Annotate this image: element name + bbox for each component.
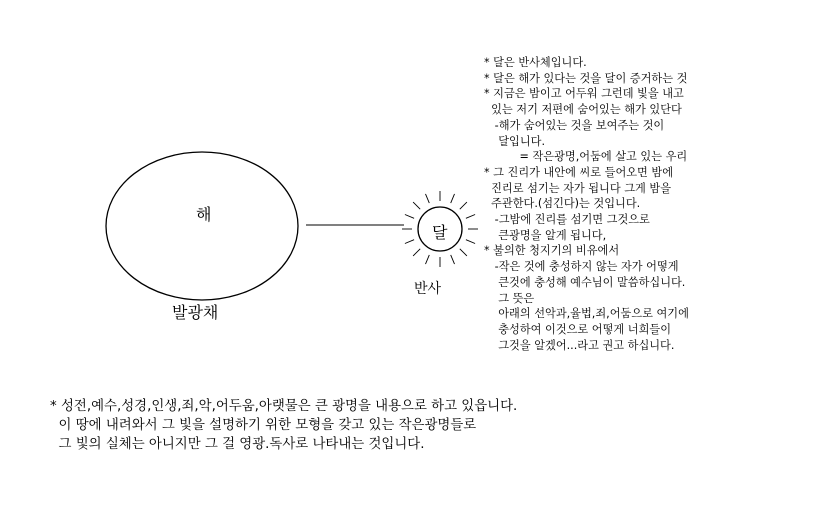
- summary-line: 이 땅에 내려와서 그 빛을 설명하기 위한 모형을 갖고 있는 작은광명들로: [50, 418, 477, 433]
- note-line: -해가 숨어있는 것을 보여주는 것이: [484, 118, 665, 132]
- note-line: * 달은 반사체입니다.: [484, 56, 587, 69]
- note-line: 진리로 섬기는 자가 됩니다 그게 밤을: [484, 181, 672, 195]
- moon-ray: [405, 240, 414, 244]
- note-line: -작은 것에 충성하지 않는 자가 어떻게: [484, 260, 679, 274]
- note-line: = 작은광명,어둠에 살고 있는 우리: [484, 150, 688, 164]
- sun-label: 해: [196, 205, 212, 224]
- note-line: 충성하여 이것으로 어떻게 너희들이: [484, 322, 672, 336]
- notes-list: [484, 55, 834, 353]
- note-line: 큰것에 충성해 예수님이 말씀하십니다.: [484, 275, 686, 289]
- note-line: * 지금은 밤이고 어두워 그런데 빛을 내고: [484, 87, 684, 101]
- moon-ray: [466, 240, 475, 244]
- note-line: * 그 진리가 내안에 씨로 들어오면 밤에: [484, 165, 674, 179]
- moon-ray: [460, 249, 467, 256]
- summary-line: * 성전,예수,성경,인생,죄,악,어두움,아랫물은 큰 광명을 내용으로 하고 있읍니다.: [50, 399, 518, 414]
- note-line: 큰광명을 알게 됩니다,: [484, 228, 607, 242]
- note-line: 달입니다.: [484, 134, 546, 148]
- summary-line: 그 빛의 실체는 아니지만 그 걸 영광.독사로 나타내는 것입니다.: [50, 437, 425, 452]
- note-line: 아래의 선악과,율법,죄,어둠으로 여기에: [484, 307, 689, 321]
- reflection-label: 반사: [414, 281, 442, 297]
- summary-text: [50, 397, 810, 454]
- moon-ray: [451, 194, 455, 203]
- sun-ellipse: [106, 152, 298, 300]
- moon-ray: [451, 255, 455, 264]
- moon-label: 달: [432, 223, 448, 242]
- moon-ray: [413, 202, 420, 209]
- moon-ray: [460, 202, 467, 209]
- note-line: 그 뜻은: [484, 291, 535, 305]
- note-line: -그밤에 진리를 섬기면 그것으로: [484, 213, 650, 227]
- moon-ray: [466, 215, 475, 219]
- note-line: 주관한다.(섬긴다)는 것입니다.: [484, 197, 641, 211]
- moon-ray: [426, 194, 430, 203]
- note-line: 있는 저기 저편에 숨어있는 해가 있단다: [484, 103, 682, 117]
- note-line: * 달은 해가 있다는 것을 달이 증거하는 것: [484, 71, 688, 85]
- moon-ray: [413, 249, 420, 256]
- note-line: 그것을 알겠어...라고 권고 하십니다.: [484, 338, 675, 352]
- moon-ray: [405, 215, 414, 219]
- light-source-label: 발광채: [172, 303, 219, 322]
- note-line: * 불의한 청지기의 비유에서: [484, 244, 620, 258]
- moon-ray: [426, 255, 430, 264]
